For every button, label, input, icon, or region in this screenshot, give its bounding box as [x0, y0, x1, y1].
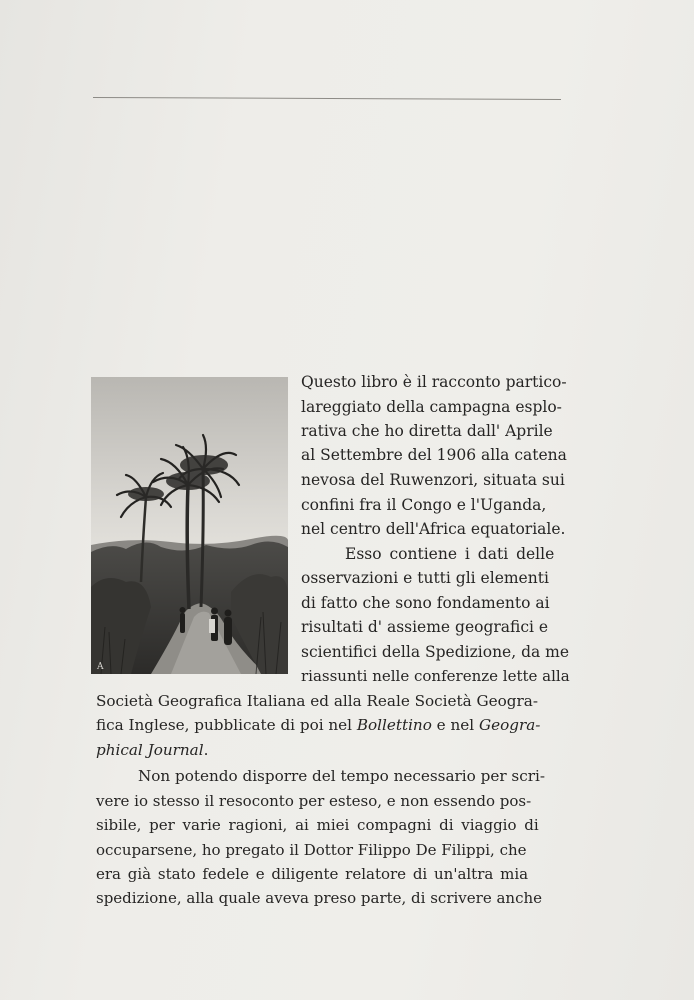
p3-line: vere io stesso il resoconto per esteso, e non essendo pos- [96, 792, 532, 810]
p1-line: Questo libro è il racconto partico- [301, 373, 567, 391]
journal-title-part: Geogra- [478, 716, 541, 734]
p2-line: Società Geografica Italiana ed alla Reale Società Geogra- [96, 692, 538, 710]
p1-line: al Settembre del 1906 alla catena [301, 446, 567, 464]
p2-text: . [203, 741, 209, 759]
palm-trees-illustration [91, 377, 288, 674]
p3-line: Non potendo disporre del tempo necessario per scri- [138, 767, 545, 785]
p1-line: lareggiato della campagna esplo- [301, 398, 562, 416]
p1-line: confini fra il Congo e l'Uganda, [301, 496, 547, 514]
p2-line: Esso contiene i dati delle [345, 545, 555, 563]
svg-text:A: A [97, 662, 104, 672]
p2-line [96, 739, 208, 761]
p2-text: fica Inglese, pubblicate di poi nel [96, 716, 357, 734]
bollettino-title: Bollettino [356, 716, 432, 734]
header-rule [93, 97, 561, 100]
p2-line: risultati d' assieme geografici e [301, 618, 549, 636]
journal-title-part: phical Journal [96, 741, 204, 759]
p1-line: rativa che ho diretta dall' Aprile [301, 422, 553, 440]
p3-line: sibile, per varie ragioni, ai miei compagni di viaggio di [96, 816, 539, 834]
p2-line: riassunti nelle conferenze lette alla [301, 667, 570, 685]
p3-line: occuparsene, ho pregato il Dottor Filippo De Filippi, che [96, 841, 527, 859]
p2-line [96, 714, 540, 736]
p2-line: osservazioni e tutti gli elementi [301, 569, 549, 587]
p2-line: scientifici della Spedizione, da me [301, 643, 570, 661]
p1-line: nevosa del Ruwenzori, situata sui [301, 471, 565, 489]
p1-line: nel centro dell'Africa equatoriale. [301, 520, 566, 538]
p2-line: di fatto che sono fondamento ai [301, 594, 550, 612]
p2-text: e nel [431, 716, 479, 734]
p3-line: spedizione, alla quale aveva preso parte, di scrivere anche [96, 889, 543, 907]
p3-line: era già stato fedele e diligente relatore di un'altra mia [96, 865, 529, 883]
